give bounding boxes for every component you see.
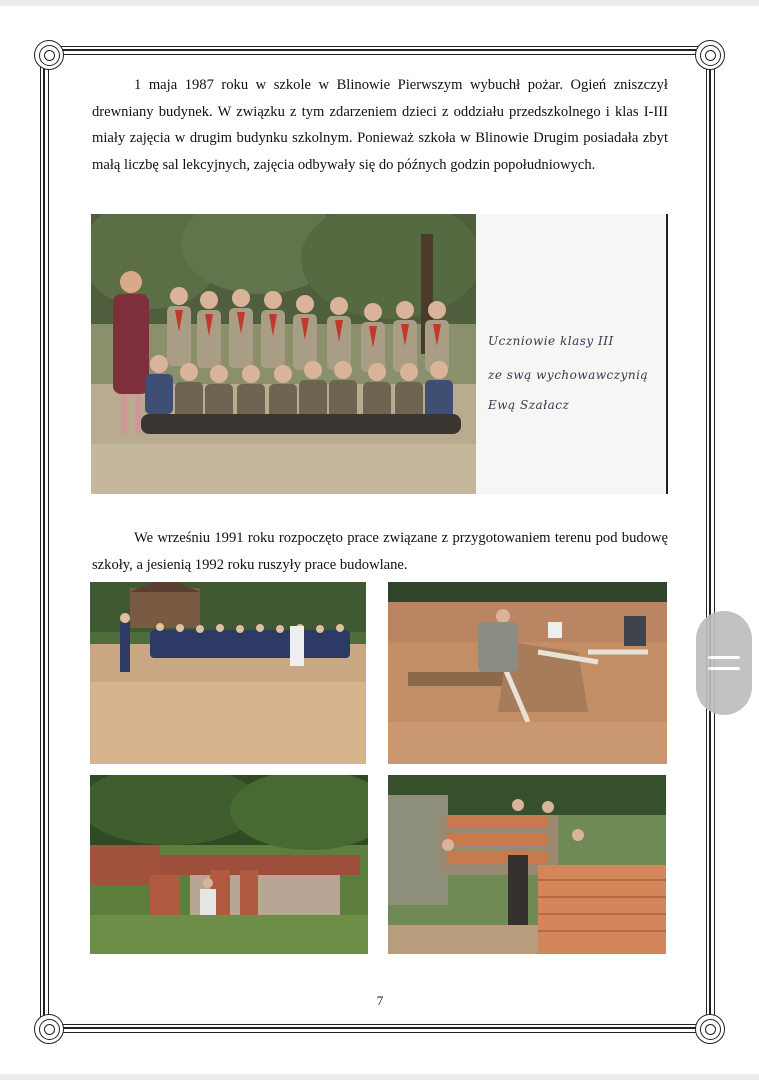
paragraph-construction-1991: We wrześniu 1991 roku rozpoczęto prace związane z przygotowaniem terenu pod budowę szkoły, a jesienią 1992 roku ruszyły prace budowlane. xyxy=(92,530,668,573)
document-page xyxy=(0,6,759,1074)
frame-right xyxy=(706,54,715,1032)
corner-ornament-bottom-right xyxy=(695,1014,725,1044)
drag-lines-icon xyxy=(708,656,740,659)
corner-ornament-top-left xyxy=(34,40,64,70)
site-gathering-photo xyxy=(90,582,366,764)
frame-top xyxy=(48,46,710,55)
corner-ornament-top-right xyxy=(695,40,725,70)
corner-ornament-bottom-left xyxy=(34,1014,64,1044)
handwritten-caption-line-3: Ewą Szałacz xyxy=(488,398,570,412)
drag-lines-icon-lower xyxy=(708,667,740,670)
frame-bottom xyxy=(48,1024,710,1033)
class-group-photo xyxy=(91,214,476,494)
brick-unloading-photo xyxy=(388,775,666,954)
walls-construction-photo xyxy=(90,775,368,954)
photo-caption-area xyxy=(476,214,668,494)
page-number: 7 xyxy=(376,993,384,1008)
handwritten-caption-line-2: ze swą wychowawczynią xyxy=(488,368,649,382)
frame-left xyxy=(40,54,49,1032)
handwritten-caption-line-1: Uczniowie klasy III xyxy=(488,334,614,348)
scroll-handle[interactable] xyxy=(696,611,752,715)
foundation-work-photo xyxy=(388,582,667,764)
paragraph-fire-1987: 1 maja 1987 roku w szkole w Blinowie Pierwszym wybuchł pożar. Ogień zniszczył drewniany budynek. W związku z tym zdarzeniem dzieci z oddziału przedszkolnego i klas I-III miały zajęcia w drugim budynku szkolnym. Ponieważ szkoła w Blinowie Drugim posiadała zbyt małą liczbę sal lekcyjnych, zajęcia odbywały się do późnych godzin popołudniowych. xyxy=(92,77,668,173)
